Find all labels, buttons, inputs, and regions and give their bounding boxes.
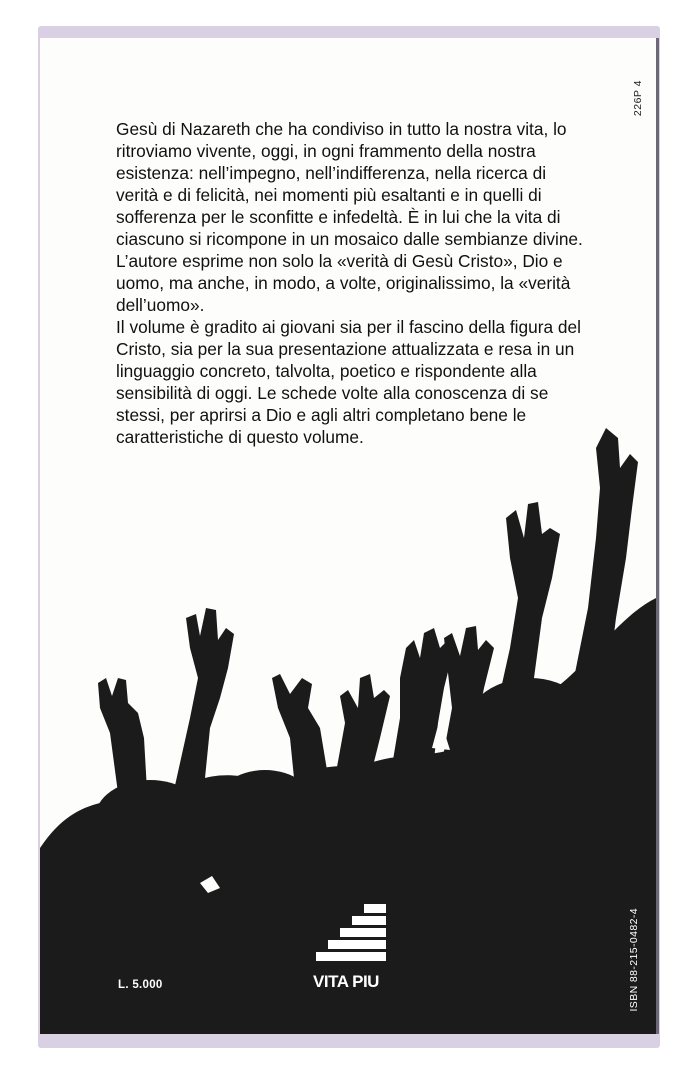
isbn-label: ISBN 88-215-0482-4 <box>628 908 640 1012</box>
blurb-paragraph-1: Gesù di Nazareth che ha condiviso in tutto la nostra vita, lo ritroviamo vivente, oggi, in ogni frammento della nostra esistenza: nell’impegno, nell’indifferenza, nella ricerca di verità e di felicità, nei momenti più esaltanti e in quelli di sofferenza per le sconfitte e infedeltà. È in lui che la vita di ciascuno si ricompone in un mosaico dalle sembianze divine. <box>116 119 583 249</box>
price-label: L. 5.000 <box>118 979 163 991</box>
blurb-paragraph-3: Il volume è gradito ai giovani sia per il fascino della figura del Cristo, sia per la sua presentazione attualizzata e resa in un linguaggio concreto, talvolta, poetico e rispondente alla sensibilità di oggi. Le schede volte alla conoscenza di se stessi, per aprirsi a Dio e agli altri completano bene le caratteristiche di questo volume. <box>116 317 581 447</box>
staircase-logo-icon <box>298 902 394 972</box>
publisher-logo <box>298 902 394 992</box>
back-cover <box>40 38 659 1034</box>
catalog-code: 226P 4 <box>632 80 644 117</box>
blurb-paragraph-2: L’autore esprime non solo la «verità di Gesù Cristo», Dio e uomo, ma anche, in modo, a volte, originalissimo, la «verità dell’uomo». <box>116 251 571 315</box>
publisher-name: VITA PIU <box>313 972 379 991</box>
